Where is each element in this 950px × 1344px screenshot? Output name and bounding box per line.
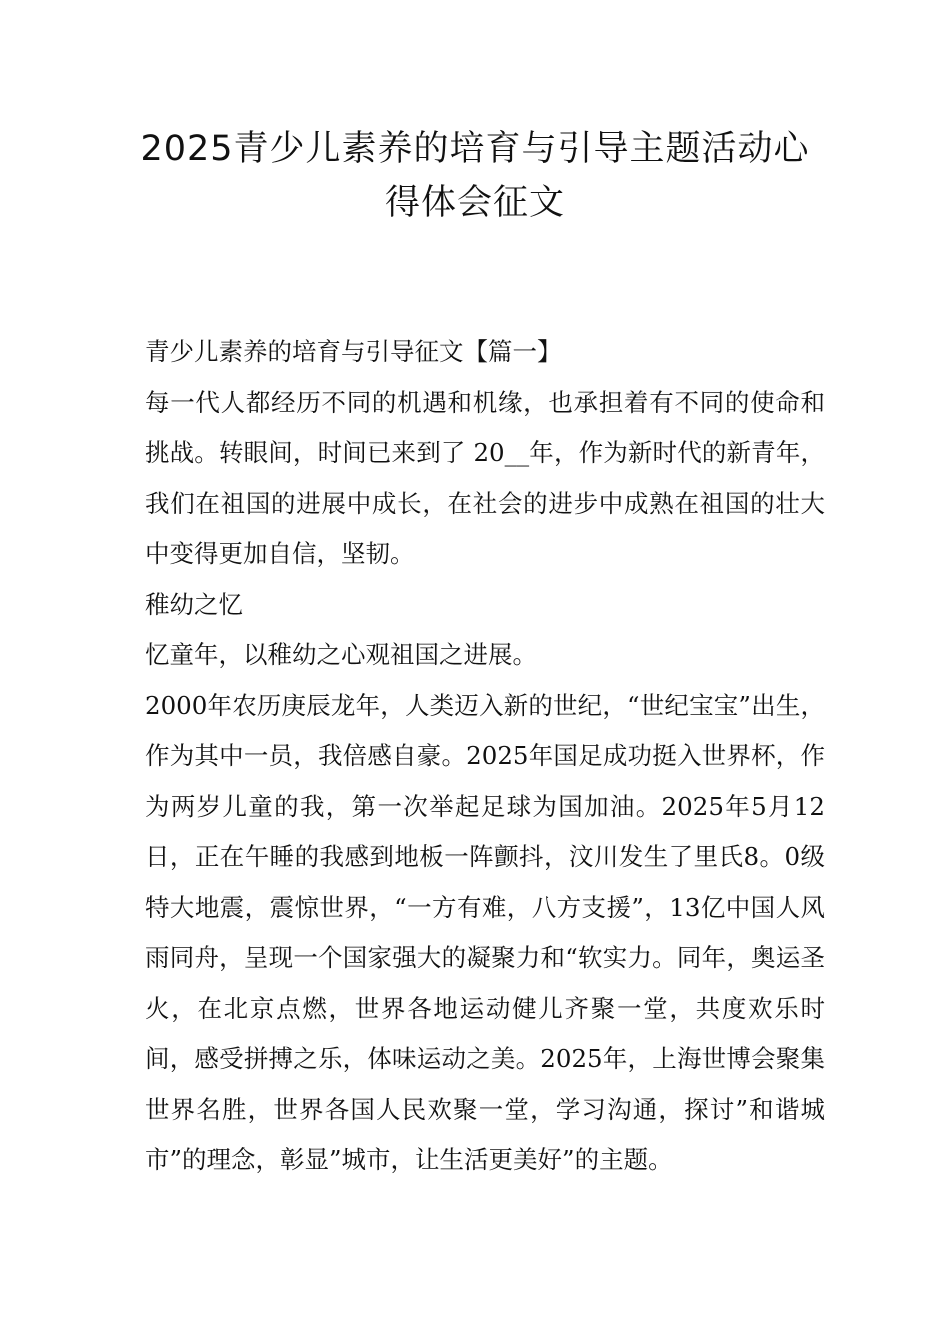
paragraph-2: 忆童年，以稚幼之心观祖国之进展。 xyxy=(145,640,537,669)
document-body xyxy=(145,327,825,1186)
paragraph-1: 每一代人都经历不同的机遇和机缘，也承担着有不同的使命和挑战。转眼间，时间已来到了 20__年，作为新时代的新青年，我们在祖国的进展中成长，在社会的进步中成熟在祖国的壮大中变得更加自信，坚韧。 xyxy=(145,387,825,568)
paragraph-3: 2000年农历庚辰龙年，人类迈入新的世纪，“世纪宝宝”出生，作为其中一员，我倍感自豪。2025年国足成功挺入世界杯，作为两岁儿童的我，第一次举起足球为国加油。2025年5月12日，正在午睡的我感到地板一阵颤抖，汶川发生了里氏8。0级特大地震，震惊世界，“一方有难，八方支援”，13亿中国人风雨同舟，呈现一个国家强大的凝聚力和“软实力。同年，奥运圣火，在北京点燃，世界各地运动健儿齐聚一堂，共度欢乐时间，感受拼搏之乐，体味运动之美。2025年，上海世博会聚集世界名胜，世界各国人民欢聚一堂，学习沟通，探讨”和谐城市”的理念，彰显”城市，让生活更美好”的主题。 xyxy=(145,690,825,1174)
document-title xyxy=(120,122,830,230)
subheading: 稚幼之忆 xyxy=(145,589,243,619)
title-line-1: 2025青少儿素养的培育与引导主题活动心 xyxy=(140,129,810,169)
title-line-2: 得体会征文 xyxy=(384,183,565,223)
section-heading: 青少儿素养的培育与引导征文【篇一】 xyxy=(145,337,562,366)
